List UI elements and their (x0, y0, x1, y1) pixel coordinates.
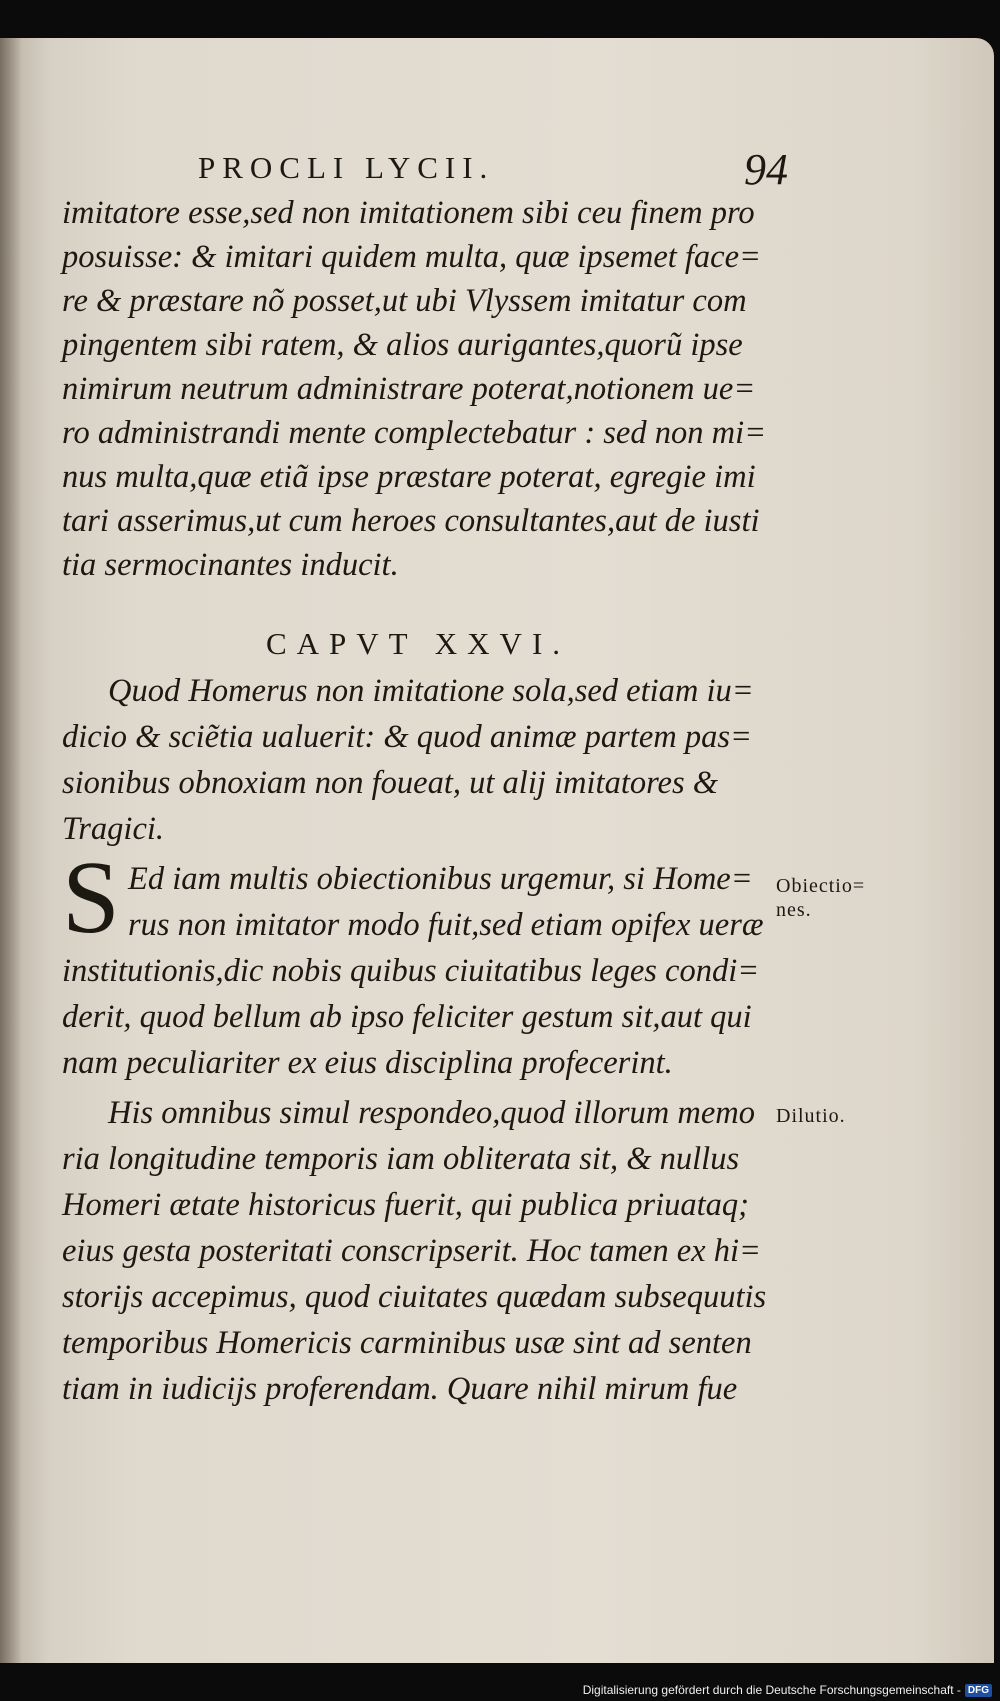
drop-cap: S (62, 840, 120, 955)
text-line: pingentem sibi ratem, & alios aurigantes,quorũ ipse (62, 327, 743, 363)
text-line: eius gesta posteritati conscripserit. Hoc tamen ex hi= (62, 1233, 761, 1269)
text-line: imitatore esse,sed non imitationem sibi ceu finem pro (62, 195, 755, 231)
text-line: posuisse: & imitari quidem multa, quæ ipsemet face= (62, 239, 761, 275)
text-line: derit, quod bellum ab ipso feliciter gestum sit,aut qui (62, 999, 752, 1035)
text-line: tiam in iudicijs proferendam. Quare nihil mirum fue (62, 1371, 738, 1407)
text-line: nam peculiariter ex eius disciplina profecerint. (62, 1045, 673, 1081)
margin-note-line: nes. (776, 899, 812, 921)
text-line: institutionis,dic nobis quibus ciuitatibus leges condi= (62, 953, 760, 989)
margin-note-line: Obiectio= (776, 875, 866, 897)
text-line: storijs accepimus, quod ciuitates quædam subsequutis (62, 1279, 767, 1315)
text-line: His omnibus simul respondeo,quod illorum memo (108, 1095, 755, 1131)
summary-line: Tragici. (62, 811, 165, 847)
text-line: ro administrandi mente complectebatur : sed non mi= (62, 415, 767, 451)
binding-shadow (0, 38, 22, 1663)
bottom-strip (0, 1663, 1000, 1701)
credit-text: Digitalisierung gefördert durch die Deutsche Forschungsgemeinschaft - (582, 1683, 961, 1697)
chapter-title: CAPVT XXVI. (265, 626, 571, 661)
text-line: nimirum neutrum administrare poterat,notionem ue= (62, 371, 756, 407)
margin-note-objection (776, 874, 896, 922)
summary-line: sionibus obnoxiam non foueat, ut alij imitatores & (62, 765, 719, 801)
text-line: tia sermocinantes inducit. (62, 547, 399, 583)
text-line: Ed iam multis obiectionibus urgemur, si Home= (128, 861, 753, 897)
text-line: temporibus Homericis carminibus usæ sint ad senten (62, 1325, 752, 1361)
text-line: re & præstare nõ posset,ut ubi Vlyssem imitatur com (62, 283, 747, 319)
text-line: Homeri ætate historicus fuerit, qui publica priuataq; (62, 1187, 749, 1223)
running-head: PROCLI LYCII. (198, 150, 495, 185)
text-line: rus non imitator modo fuit,sed etiam opifex ueræ (128, 907, 764, 943)
summary-line: dicio & sciẽtia ualuerit: & quod animæ partem pas= (62, 719, 752, 755)
text-line: nus multa,quæ etiã ipse præstare poterat, egregie imi (62, 459, 756, 495)
text-line: ria longitudine temporis iam obliterata sit, & nullus (62, 1141, 740, 1177)
margin-note-dilutio: Dilutio. (776, 1105, 846, 1127)
page-number: 94 (744, 145, 788, 194)
text-line: tari asserimus,ut cum heroes consultantes,aut de iusti (62, 503, 760, 539)
digitization-credit (583, 1683, 992, 1697)
summary-line: Quod Homerus non imitatione sola,sed etiam iu= (108, 673, 754, 709)
dfg-logo: DFG (965, 1684, 992, 1697)
